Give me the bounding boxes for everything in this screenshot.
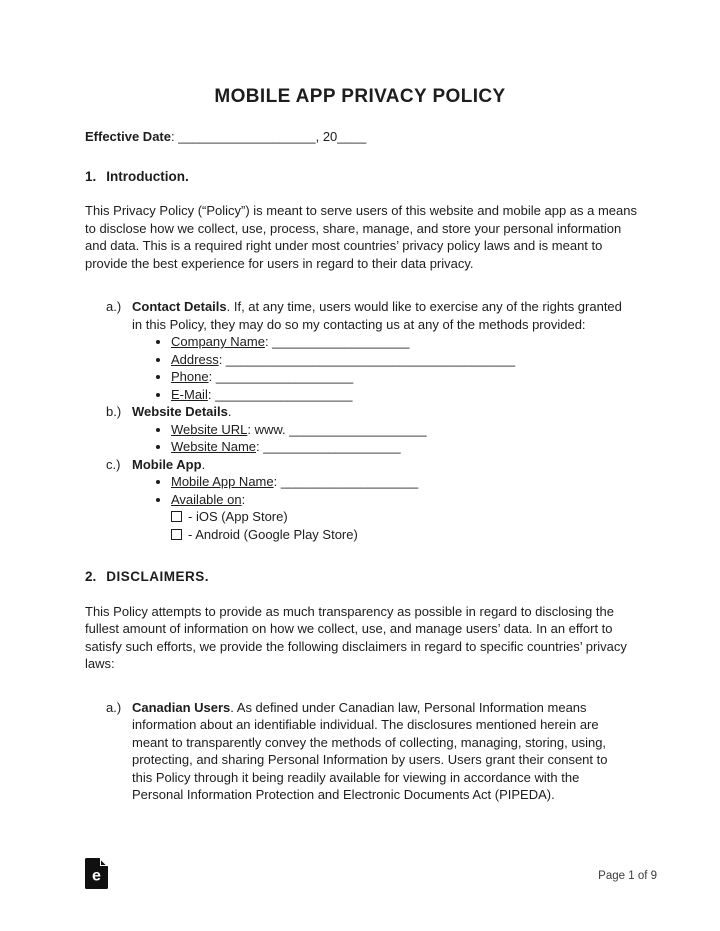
subitem-label: Contact Details [132, 299, 227, 314]
subitem-marker: c.) [106, 456, 121, 472]
checkbox-row-android [171, 526, 626, 544]
checkbox-label: - iOS (App Store) [188, 509, 288, 524]
subitem-canadian-users [106, 699, 635, 804]
subitem-label: Canadian Users [132, 699, 231, 715]
list-item-mobile-app-name [171, 473, 626, 491]
subitem-mobile-app [106, 456, 635, 544]
subitem-text: . [201, 456, 206, 472]
checkbox-row-ios [171, 508, 626, 526]
subitem-label: Mobile App [132, 456, 202, 472]
blank-value: : ________________________________________ [218, 351, 516, 367]
section-1-intro-paragraph: This Privacy Policy (“Policy”) is meant to serve users of this website and mobile app as a means to disclose how we collect, use, process, share, manage, and store your personal information and data. This is a required right under most countries’ privacy policy laws and is meant to provide the best experience for users in regard to their data privacy. [85, 203, 637, 271]
page-title: MOBILE APP PRIVACY POLICY [214, 86, 506, 107]
contact-blank-list [132, 333, 626, 403]
document-logo-icon [85, 858, 108, 889]
blank-label: Mobile App Name [171, 474, 274, 489]
blank-value: : ___________________ [264, 334, 410, 349]
subitem-website-details [106, 403, 635, 456]
section-2-period: . [204, 569, 209, 584]
subitem-content [132, 298, 626, 403]
subitem-contact-details [106, 298, 635, 403]
blank-label: Address [171, 351, 219, 367]
blank-label: Website URL [171, 421, 248, 437]
checkbox-icon [171, 529, 182, 540]
mobile-app-blank-list [132, 473, 626, 508]
section-2-subitems [106, 699, 635, 804]
website-blank-list [132, 421, 626, 456]
blank-value: : ___________________ [273, 474, 419, 489]
effective-date-separator: : [170, 129, 179, 144]
eforms-logo [85, 858, 108, 894]
checkbox-label: - Android (Google Play Store) [188, 526, 358, 542]
section-1-period: . [185, 168, 189, 184]
subitem-text: . If, at any time, users would like to exercise any of the rights granted in this Policy, they may do so my contacting us at any of the methods provided: [132, 299, 622, 332]
year-blank: ____ [337, 129, 367, 144]
subitem-content [132, 699, 626, 804]
subitem-text: . As defined under Canadian law, Personal Information means information about an identifiable individual. The disclosures mentioned herein are meant to transparently convey the methods of collecting, managing, storing, using, protecting, and sharing Personal Information by users. Users grant their consent to this Policy through it being readily available for viewing in accordance with the Personal Information Protection and Electronic Documents Act (PIPEDA). [132, 699, 608, 802]
effective-date-line [85, 128, 635, 146]
blank-label: Website Name [171, 439, 257, 454]
section-1-title: Introduction [106, 168, 185, 184]
subitem-content [132, 403, 626, 456]
section-1-subitems [106, 298, 635, 543]
subitem-marker: b.) [106, 404, 122, 419]
section-1-number: 1. [85, 168, 97, 184]
page-number: Page 1 of 9 [598, 870, 657, 882]
section-2-number: 2. [85, 569, 97, 584]
section-2-heading [85, 568, 635, 586]
section-2-title: DISCLAIMERS [106, 569, 205, 584]
effective-date-label: Effective Date [85, 129, 171, 144]
logo-letter: e [92, 867, 101, 885]
section-2-intro-paragraph: This Policy attempts to provide as much transparency as possible in regard to disclosing the fullest amount of information on how we collect, use, and manage users’ data. In an effort to satisfy such efforts, we provide the following disclaimers in regard to specific countries’ privacy laws: [85, 603, 627, 671]
section-1-heading [85, 168, 635, 186]
blank-label: Phone [171, 369, 209, 384]
blank-label: E-Mail [171, 386, 208, 402]
blank-value: : ___________________ [208, 369, 354, 384]
list-item-address [171, 351, 626, 369]
subitem-label: Website Details [132, 404, 228, 419]
blank-value: : ___________________ [207, 386, 353, 402]
effective-date-blank: ___________________ [178, 129, 316, 144]
subitem-text: . [227, 404, 232, 419]
list-item-website-name [171, 438, 626, 456]
subitem-content [132, 456, 626, 544]
blank-value: : ___________________ [256, 439, 401, 454]
blank-value: : www. ___________________ [247, 421, 427, 437]
list-item-email [171, 386, 626, 404]
list-item-available-on [171, 491, 626, 509]
checkbox-icon [171, 511, 182, 522]
list-item-company-name [171, 333, 626, 351]
year-prefix: , 20 [315, 129, 338, 144]
blank-label: Company Name [171, 334, 265, 349]
blank-label: Available on [171, 491, 242, 507]
list-item-phone [171, 368, 626, 386]
subitem-marker: a.) [106, 299, 122, 314]
list-item-website-url [171, 421, 626, 439]
blank-value: : [241, 491, 246, 507]
subitem-marker: a.) [106, 699, 122, 715]
